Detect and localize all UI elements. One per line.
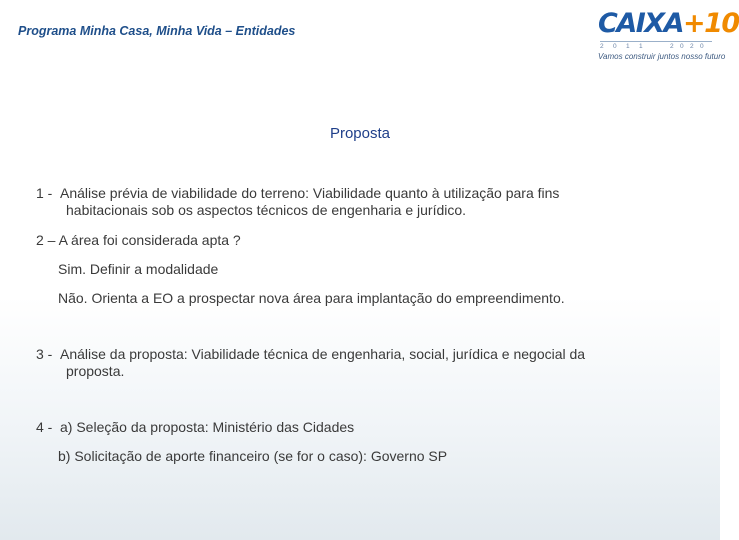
logo-year-digit: 0 bbox=[613, 43, 622, 50]
item-text: Não. Orienta a EO a prospectar nova área para implantação do empreendimento. bbox=[58, 290, 565, 306]
list-item bbox=[36, 419, 676, 436]
caixa-logo bbox=[594, 8, 739, 66]
logo-plus-ten: +10 bbox=[682, 8, 739, 39]
item-text: b) Solicitação de aporte financeiro (se for o caso): Governo SP bbox=[58, 448, 448, 464]
logo-wordmark bbox=[598, 8, 739, 39]
logo-brand: CAIXA bbox=[598, 8, 683, 39]
logo-slogan: Vamos construir juntos nosso futuro bbox=[598, 52, 726, 61]
item-text-continuation: proposta. bbox=[66, 363, 125, 379]
logo-year-digit: 2 bbox=[600, 43, 609, 50]
item-text-continuation: habitacionais sob os aspectos técnicos de engenharia e jurídico. bbox=[66, 202, 467, 218]
list-item bbox=[58, 290, 698, 307]
list-item bbox=[58, 448, 698, 465]
logo-year-digit: 0 bbox=[700, 43, 709, 50]
item-text: Análise prévia de viabilidade do terreno: Viabilidade quanto à utilização para fins bbox=[60, 185, 560, 201]
logo-year-digit: 2 bbox=[670, 43, 679, 50]
logo-years bbox=[600, 41, 712, 51]
logo-year-digit: 0 bbox=[680, 43, 689, 50]
item-text: a) Seleção da proposta: Ministério das Cidades bbox=[60, 419, 355, 435]
list-item bbox=[36, 185, 676, 219]
list-item bbox=[36, 346, 676, 380]
logo-year-digit: 1 bbox=[639, 43, 648, 50]
list-item bbox=[58, 261, 698, 278]
item-number: 3 - bbox=[36, 346, 53, 362]
logo-year-digit: 1 bbox=[626, 43, 635, 50]
item-text: Sim. Definir a modalidade bbox=[58, 261, 219, 277]
section-title: Proposta bbox=[329, 125, 391, 142]
logo-year-digit: 2 bbox=[690, 43, 699, 50]
list-item bbox=[36, 232, 676, 249]
item-number: 4 - bbox=[36, 419, 53, 435]
header-title: Programa Minha Casa, Minha Vida – Entidades bbox=[18, 24, 296, 38]
item-text: 2 – A área foi considerada apta ? bbox=[36, 232, 241, 248]
item-text: Análise da proposta: Viabilidade técnica de engenharia, social, jurídica e negocial da bbox=[60, 346, 586, 362]
item-number: 1 - bbox=[36, 185, 53, 201]
